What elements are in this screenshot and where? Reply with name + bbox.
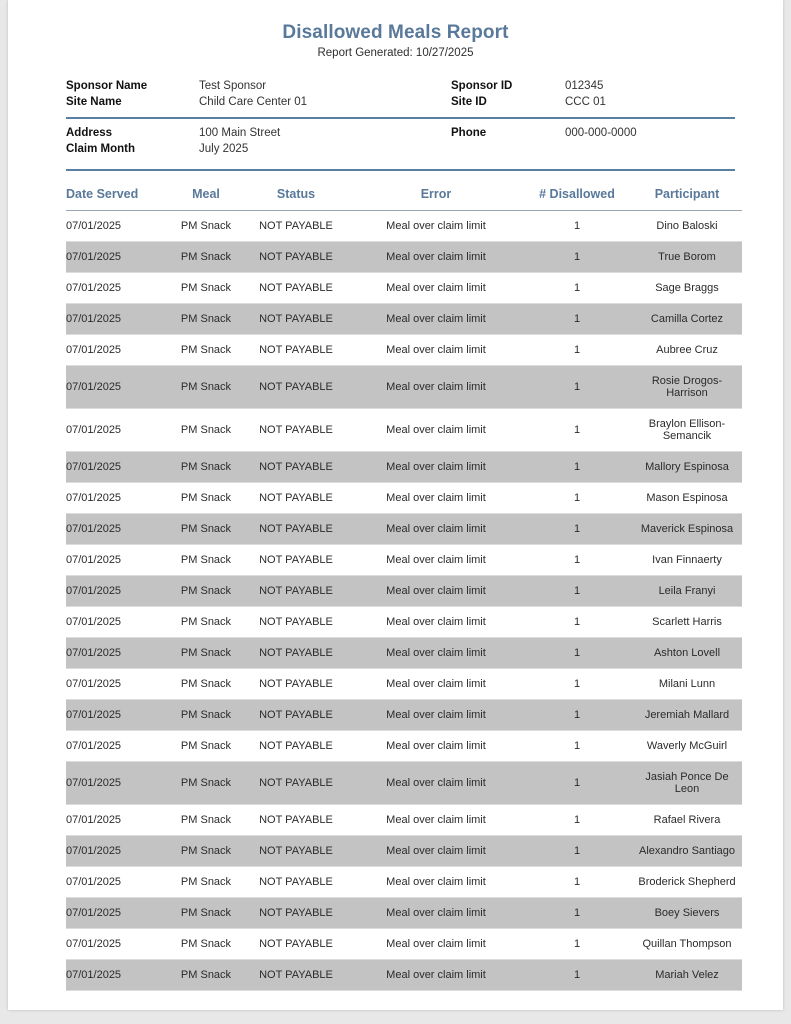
cell-disallowed: 1 bbox=[522, 960, 632, 991]
cell-participant: Jeremiah Mallard bbox=[632, 700, 742, 731]
cell-status: NOT PAYABLE bbox=[242, 805, 350, 836]
cell-participant: Leila Franyi bbox=[632, 576, 742, 607]
table-body bbox=[66, 211, 742, 991]
table-header-row bbox=[66, 181, 742, 211]
cell-participant: Scarlett Harris bbox=[632, 607, 742, 638]
cell-meal: PM Snack bbox=[170, 483, 242, 514]
cell-status: NOT PAYABLE bbox=[242, 960, 350, 991]
cell-error: Meal over claim limit bbox=[350, 304, 522, 335]
label-sponsor-id: Sponsor ID bbox=[451, 80, 513, 92]
cell-date-served: 07/01/2025 bbox=[66, 273, 170, 304]
cell-date-served: 07/01/2025 bbox=[66, 576, 170, 607]
cell-date-served: 07/01/2025 bbox=[66, 409, 170, 452]
cell-meal: PM Snack bbox=[170, 304, 242, 335]
cell-error: Meal over claim limit bbox=[350, 211, 522, 242]
cell-date-served: 07/01/2025 bbox=[66, 483, 170, 514]
cell-date-served: 07/01/2025 bbox=[66, 731, 170, 762]
value-address: 100 Main Street bbox=[199, 127, 281, 139]
cell-status: NOT PAYABLE bbox=[242, 366, 350, 409]
cell-disallowed: 1 bbox=[522, 211, 632, 242]
table-row bbox=[66, 607, 742, 638]
cell-error: Meal over claim limit bbox=[350, 335, 522, 366]
label-sponsor-name: Sponsor Name bbox=[66, 80, 148, 92]
value-phone: 000-000-0000 bbox=[565, 127, 637, 139]
cell-date-served: 07/01/2025 bbox=[66, 545, 170, 576]
column-header-participant: Participant bbox=[632, 181, 742, 211]
cell-date-served: 07/01/2025 bbox=[66, 211, 170, 242]
table-row bbox=[66, 452, 742, 483]
cell-participant: Sage Braggs bbox=[632, 273, 742, 304]
cell-date-served: 07/01/2025 bbox=[66, 514, 170, 545]
cell-meal: PM Snack bbox=[170, 762, 242, 805]
cell-error: Meal over claim limit bbox=[350, 960, 522, 991]
cell-error: Meal over claim limit bbox=[350, 576, 522, 607]
cell-status: NOT PAYABLE bbox=[242, 409, 350, 452]
cell-meal: PM Snack bbox=[170, 273, 242, 304]
cell-date-served: 07/01/2025 bbox=[66, 898, 170, 929]
cell-participant: Ashton Lovell bbox=[632, 638, 742, 669]
cell-participant: Ivan Finnaerty bbox=[632, 545, 742, 576]
value-claim-month: July 2025 bbox=[199, 142, 249, 155]
cell-participant: Rosie Drogos-Harrison bbox=[632, 366, 742, 409]
cell-disallowed: 1 bbox=[522, 304, 632, 335]
cell-participant: Rafael Rivera bbox=[632, 805, 742, 836]
cell-meal: PM Snack bbox=[170, 669, 242, 700]
cell-participant: Mallory Espinosa bbox=[632, 452, 742, 483]
table-header bbox=[66, 181, 742, 211]
cell-disallowed: 1 bbox=[522, 898, 632, 929]
column-header-date-served: Date Served bbox=[66, 181, 170, 211]
cell-disallowed: 1 bbox=[522, 929, 632, 960]
cell-error: Meal over claim limit bbox=[350, 273, 522, 304]
cell-error: Meal over claim limit bbox=[350, 929, 522, 960]
table-row bbox=[66, 211, 742, 242]
value-sponsor-name: Test Sponsor bbox=[199, 80, 267, 92]
cell-error: Meal over claim limit bbox=[350, 805, 522, 836]
cell-status: NOT PAYABLE bbox=[242, 304, 350, 335]
cell-disallowed: 1 bbox=[522, 483, 632, 514]
cell-date-served: 07/01/2025 bbox=[66, 805, 170, 836]
cell-error: Meal over claim limit bbox=[350, 409, 522, 452]
cell-disallowed: 1 bbox=[522, 366, 632, 409]
cell-date-served: 07/01/2025 bbox=[66, 960, 170, 991]
cell-meal: PM Snack bbox=[170, 700, 242, 731]
table-row bbox=[66, 638, 742, 669]
cell-error: Meal over claim limit bbox=[350, 514, 522, 545]
cell-meal: PM Snack bbox=[170, 836, 242, 867]
cell-disallowed: 1 bbox=[522, 409, 632, 452]
meta-labels-contact-right bbox=[451, 126, 565, 157]
cell-status: NOT PAYABLE bbox=[242, 576, 350, 607]
cell-participant: Alexandro Santiago bbox=[632, 836, 742, 867]
cell-status: NOT PAYABLE bbox=[242, 273, 350, 304]
table-row bbox=[66, 273, 742, 304]
cell-disallowed: 1 bbox=[522, 700, 632, 731]
cell-disallowed: 1 bbox=[522, 514, 632, 545]
cell-meal: PM Snack bbox=[170, 576, 242, 607]
table-row bbox=[66, 805, 742, 836]
cell-status: NOT PAYABLE bbox=[242, 669, 350, 700]
cell-participant: Boey Sievers bbox=[632, 898, 742, 929]
meta-values-identity-right bbox=[565, 79, 606, 110]
report-page bbox=[8, 0, 783, 1010]
label-site-id: Site ID bbox=[451, 95, 487, 108]
cell-error: Meal over claim limit bbox=[350, 638, 522, 669]
cell-date-served: 07/01/2025 bbox=[66, 607, 170, 638]
cell-participant: Camilla Cortez bbox=[632, 304, 742, 335]
cell-disallowed: 1 bbox=[522, 607, 632, 638]
cell-status: NOT PAYABLE bbox=[242, 452, 350, 483]
cell-error: Meal over claim limit bbox=[350, 762, 522, 805]
meta-col-right-2 bbox=[451, 126, 637, 157]
cell-meal: PM Snack bbox=[170, 452, 242, 483]
cell-status: NOT PAYABLE bbox=[242, 335, 350, 366]
cell-meal: PM Snack bbox=[170, 731, 242, 762]
cell-status: NOT PAYABLE bbox=[242, 762, 350, 805]
table-row bbox=[66, 304, 742, 335]
table-row bbox=[66, 669, 742, 700]
cell-status: NOT PAYABLE bbox=[242, 545, 350, 576]
meta-labels-identity-right bbox=[451, 79, 565, 110]
table-row bbox=[66, 335, 742, 366]
cell-status: NOT PAYABLE bbox=[242, 211, 350, 242]
cell-disallowed: 1 bbox=[522, 452, 632, 483]
table-row bbox=[66, 242, 742, 273]
column-header-error: Error bbox=[350, 181, 522, 211]
cell-meal: PM Snack bbox=[170, 545, 242, 576]
cell-meal: PM Snack bbox=[170, 898, 242, 929]
column-header-meal: Meal bbox=[170, 181, 242, 211]
table-row bbox=[66, 576, 742, 607]
cell-disallowed: 1 bbox=[522, 762, 632, 805]
cell-participant: Dino Baloski bbox=[632, 211, 742, 242]
page-title: Disallowed Meals Report bbox=[282, 22, 509, 43]
cell-date-served: 07/01/2025 bbox=[66, 867, 170, 898]
value-site-id: CCC 01 bbox=[565, 95, 606, 108]
cell-date-served: 07/01/2025 bbox=[66, 304, 170, 335]
report-meta bbox=[66, 73, 735, 171]
cell-disallowed: 1 bbox=[522, 836, 632, 867]
cell-participant: Braylon Ellison-Semancik bbox=[632, 409, 742, 452]
table-row bbox=[66, 545, 742, 576]
table-row bbox=[66, 700, 742, 731]
cell-disallowed: 1 bbox=[522, 273, 632, 304]
table-row bbox=[66, 483, 742, 514]
table-row bbox=[66, 898, 742, 929]
cell-status: NOT PAYABLE bbox=[242, 514, 350, 545]
cell-meal: PM Snack bbox=[170, 366, 242, 409]
cell-meal: PM Snack bbox=[170, 638, 242, 669]
meta-values-identity-left bbox=[199, 79, 307, 110]
cell-date-served: 07/01/2025 bbox=[66, 242, 170, 273]
label-claim-month: Claim Month bbox=[66, 142, 135, 155]
meta-block-identity bbox=[66, 73, 735, 119]
cell-date-served: 07/01/2025 bbox=[66, 452, 170, 483]
cell-status: NOT PAYABLE bbox=[242, 700, 350, 731]
cell-disallowed: 1 bbox=[522, 335, 632, 366]
cell-participant: Mason Espinosa bbox=[632, 483, 742, 514]
cell-error: Meal over claim limit bbox=[350, 545, 522, 576]
cell-status: NOT PAYABLE bbox=[242, 898, 350, 929]
cell-disallowed: 1 bbox=[522, 669, 632, 700]
cell-status: NOT PAYABLE bbox=[242, 483, 350, 514]
cell-meal: PM Snack bbox=[170, 211, 242, 242]
cell-date-served: 07/01/2025 bbox=[66, 836, 170, 867]
column-header-status: Status bbox=[242, 181, 350, 211]
cell-disallowed: 1 bbox=[522, 545, 632, 576]
meta-block-contact bbox=[66, 119, 735, 171]
cell-meal: PM Snack bbox=[170, 867, 242, 898]
table-row bbox=[66, 731, 742, 762]
cell-meal: PM Snack bbox=[170, 242, 242, 273]
cell-participant: Waverly McGuirl bbox=[632, 731, 742, 762]
cell-status: NOT PAYABLE bbox=[242, 242, 350, 273]
cell-disallowed: 1 bbox=[522, 242, 632, 273]
cell-error: Meal over claim limit bbox=[350, 483, 522, 514]
value-sponsor-id: 012345 bbox=[565, 80, 604, 92]
cell-status: NOT PAYABLE bbox=[242, 731, 350, 762]
meta-labels-identity-left bbox=[66, 79, 199, 110]
cell-meal: PM Snack bbox=[170, 409, 242, 452]
cell-meal: PM Snack bbox=[170, 335, 242, 366]
table-row bbox=[66, 762, 742, 805]
table-row bbox=[66, 960, 742, 991]
cell-error: Meal over claim limit bbox=[350, 731, 522, 762]
cell-date-served: 07/01/2025 bbox=[66, 669, 170, 700]
cell-status: NOT PAYABLE bbox=[242, 929, 350, 960]
cell-date-served: 07/01/2025 bbox=[66, 366, 170, 409]
cell-disallowed: 1 bbox=[522, 731, 632, 762]
cell-disallowed: 1 bbox=[522, 805, 632, 836]
cell-date-served: 07/01/2025 bbox=[66, 762, 170, 805]
cell-participant: Aubree Cruz bbox=[632, 335, 742, 366]
label-phone: Phone bbox=[451, 127, 487, 139]
cell-error: Meal over claim limit bbox=[350, 607, 522, 638]
cell-participant: Mariah Velez bbox=[632, 960, 742, 991]
meta-values-contact-left bbox=[199, 126, 280, 157]
cell-meal: PM Snack bbox=[170, 960, 242, 991]
table-row bbox=[66, 867, 742, 898]
cell-date-served: 07/01/2025 bbox=[66, 335, 170, 366]
label-address: Address bbox=[66, 127, 113, 139]
cell-status: NOT PAYABLE bbox=[242, 836, 350, 867]
meta-values-contact-right bbox=[565, 126, 637, 157]
cell-error: Meal over claim limit bbox=[350, 242, 522, 273]
cell-date-served: 07/01/2025 bbox=[66, 638, 170, 669]
cell-meal: PM Snack bbox=[170, 805, 242, 836]
cell-error: Meal over claim limit bbox=[350, 669, 522, 700]
table-row bbox=[66, 836, 742, 867]
meta-labels-contact-left bbox=[66, 126, 199, 157]
cell-participant: Maverick Espinosa bbox=[632, 514, 742, 545]
cell-meal: PM Snack bbox=[170, 607, 242, 638]
cell-error: Meal over claim limit bbox=[350, 700, 522, 731]
table-row bbox=[66, 409, 742, 452]
meta-col-left-2 bbox=[66, 126, 451, 157]
cell-disallowed: 1 bbox=[522, 867, 632, 898]
table-row bbox=[66, 929, 742, 960]
table-row bbox=[66, 366, 742, 409]
cell-participant: Milani Lunn bbox=[632, 669, 742, 700]
table-row bbox=[66, 514, 742, 545]
cell-error: Meal over claim limit bbox=[350, 452, 522, 483]
disallowed-meals-table bbox=[66, 181, 742, 991]
cell-date-served: 07/01/2025 bbox=[66, 929, 170, 960]
cell-meal: PM Snack bbox=[170, 929, 242, 960]
meta-col-right bbox=[451, 79, 606, 110]
cell-participant: Quillan Thompson bbox=[632, 929, 742, 960]
value-site-name: Child Care Center 01 bbox=[199, 95, 308, 108]
cell-date-served: 07/01/2025 bbox=[66, 700, 170, 731]
meta-col-left bbox=[66, 79, 451, 110]
cell-status: NOT PAYABLE bbox=[242, 638, 350, 669]
cell-participant: Jasiah Ponce De Leon bbox=[632, 762, 742, 805]
cell-participant: True Borom bbox=[632, 242, 742, 273]
cell-status: NOT PAYABLE bbox=[242, 867, 350, 898]
cell-status: NOT PAYABLE bbox=[242, 607, 350, 638]
cell-disallowed: 1 bbox=[522, 638, 632, 669]
cell-error: Meal over claim limit bbox=[350, 836, 522, 867]
cell-error: Meal over claim limit bbox=[350, 366, 522, 409]
cell-error: Meal over claim limit bbox=[350, 867, 522, 898]
cell-participant: Broderick Shepherd bbox=[632, 867, 742, 898]
column-header-disallowed: # Disallowed bbox=[522, 181, 632, 211]
cell-disallowed: 1 bbox=[522, 576, 632, 607]
report-generated-date: Report Generated: 10/27/2025 bbox=[317, 47, 474, 59]
cell-meal: PM Snack bbox=[170, 514, 242, 545]
cell-error: Meal over claim limit bbox=[350, 898, 522, 929]
label-site-name: Site Name bbox=[66, 95, 122, 108]
